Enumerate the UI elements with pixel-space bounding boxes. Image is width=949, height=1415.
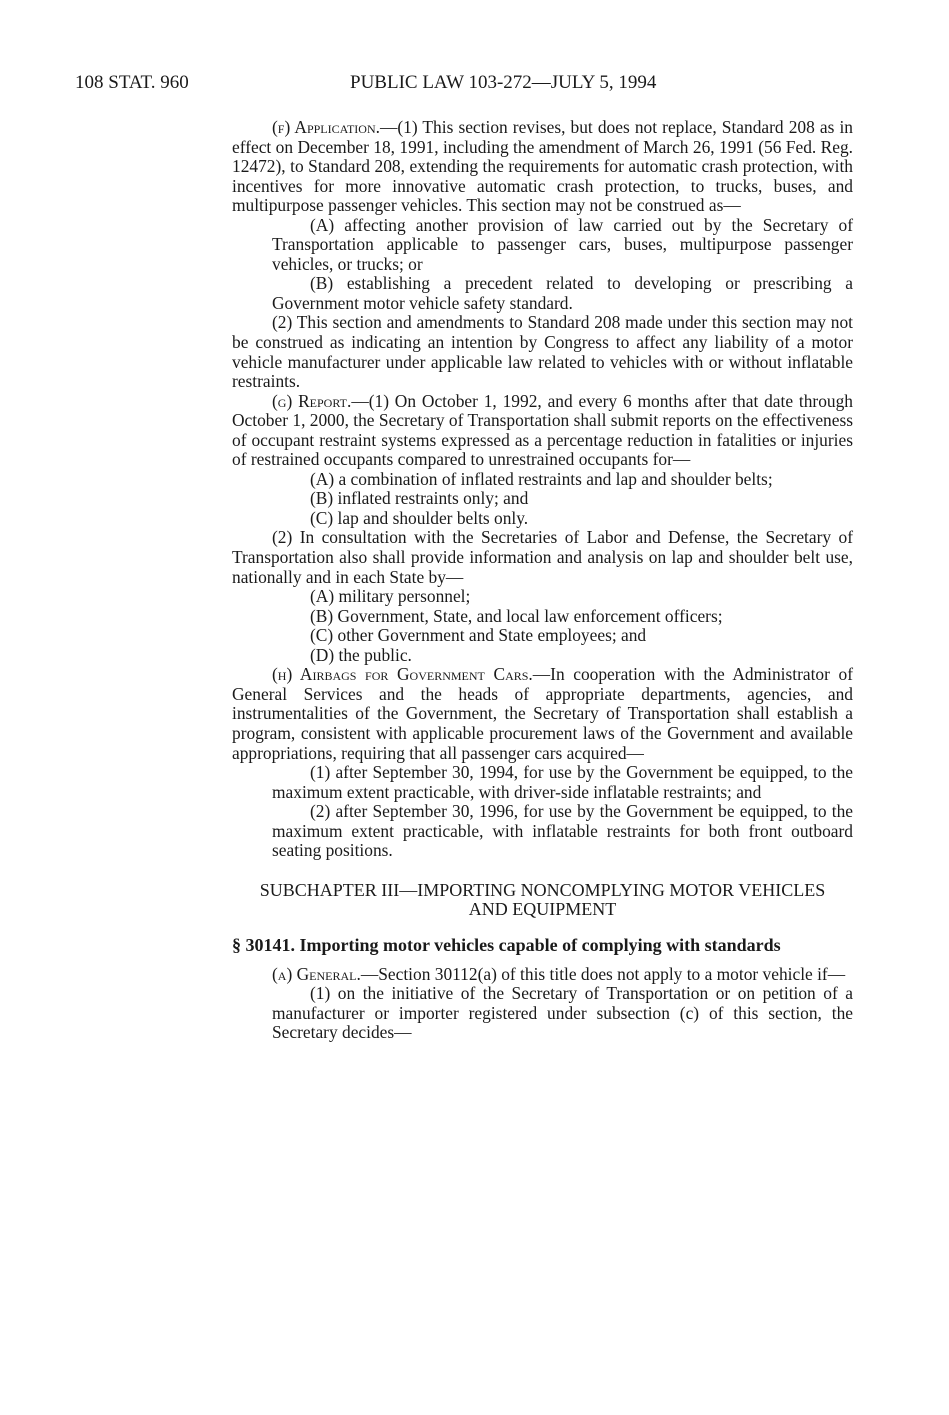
- paragraph-g1: [232, 392, 853, 470]
- paragraph-h: [232, 665, 853, 763]
- clause-f1-a: (A) affecting another provision of law carried out by the Secretary of Transportation applicable to passenger cars, buses, multipurpose passenger vehicles, or trucks; or: [272, 214, 853, 274]
- clause-g2-c: (C) other Government and State employees; and: [310, 625, 647, 646]
- clause-g2-b: (B) Government, State, and local law enforcement officers;: [310, 605, 723, 626]
- text-g1: —(1) On October 1, 1992, and every 6 months after that date through October 1, 2000, the Secretary of Transportation shall submit reports on the effectiveness of occupant restraint systems expressed as a percentage reduction in fatalities or injuries of restrained occupants compared to unrestrained occupants for—: [232, 390, 854, 470]
- section-heading: § 30141. Importing motor vehicles capable of complying with standards: [232, 934, 781, 955]
- heading-f: (f) Application.: [272, 117, 380, 137]
- paragraph-f1: [232, 118, 853, 216]
- running-head: [75, 72, 875, 98]
- clause-section-a1: (1) on the initiative of the Secretary of Transportation or on petition of a manufacturer or importer registered under subsection (c) of this section, the Secretary decides—: [272, 983, 853, 1043]
- clause-g1-a: (A) a combination of inflated restraints and lap and shoulder belts;: [310, 468, 773, 489]
- clause-g1-c: (C) lap and shoulder belts only.: [310, 507, 529, 528]
- heading-h: (h) Airbags for Government Cars.: [272, 664, 533, 685]
- text-h: —In cooperation with the Administrator of General Services and the heads of appropriate departments, agencies, and instrumentalities of the Government, the Secretary of Transportation shall establish a program, consistent with applicable procurement laws of the Government and available appropriations, requiring that all passenger cars acquired—: [232, 664, 853, 763]
- paragraph-g2: (2) In consultation with the Secretaries of Labor and Defense, the Secretary of Transportation also shall provide information and analysis on lap and shoulder belt use, nationally and in each State by—: [232, 527, 853, 587]
- clause-g2-a: (A) military personnel;: [310, 586, 471, 607]
- text-section-a: —Section 30112(a) of this title does not apply to a motor vehicle if—: [360, 963, 846, 984]
- subchapter-title: SUBCHAPTER III—IMPORTING NONCOMPLYING MOTOR VEHICLES AND EQUIPMENT: [259, 879, 826, 919]
- clause-h-1: (1) after September 30, 1994, for use by the Government be equipped, to the maximum extent practicable, with driver-side inflatable restraints; and: [272, 762, 853, 802]
- paragraph-section-a: [232, 965, 853, 985]
- clause-g2-d: (D) the public.: [310, 644, 412, 665]
- clause-f1-b: (B) establishing a precedent related to developing or prescribing a Government motor vehicle safety standard.: [272, 273, 853, 313]
- text-f1: —(1) This section revises, but does not replace, Standard 208 as in effect on December 18, 1991, including the amendment of March 26, 1991 (56 Fed. Reg. 12472), to Standard 208, extending the requirements for automatic crash protection, with incentives for more innovative automatic crash protection, to trucks, buses, and multipurpose passenger vehicles. This section may not be construed as—: [232, 117, 853, 216]
- clause-g1-b: (B) inflated restraints only; and: [310, 488, 529, 509]
- heading-g: (g) Report.: [272, 390, 352, 411]
- heading-section-a: (a) General.: [272, 963, 361, 984]
- law-title: PUBLIC LAW 103-272—JULY 5, 1994: [350, 72, 657, 93]
- stat-reference: 108 STAT. 960: [75, 72, 189, 93]
- body-text: [232, 118, 853, 1043]
- paragraph-f2: (2) This section and amendments to Standard 208 made under this section may not be construed as indicating an intention by Congress to affect any liability of a motor vehicle manufacturer under applicable law related to vehicles with or without inflatable restraints.: [232, 312, 853, 392]
- clause-h-2: (2) after September 30, 1996, for use by the Government be equipped, to the maximum extent practicable, with inflatable restraints for both front outboard seating positions.: [272, 801, 853, 861]
